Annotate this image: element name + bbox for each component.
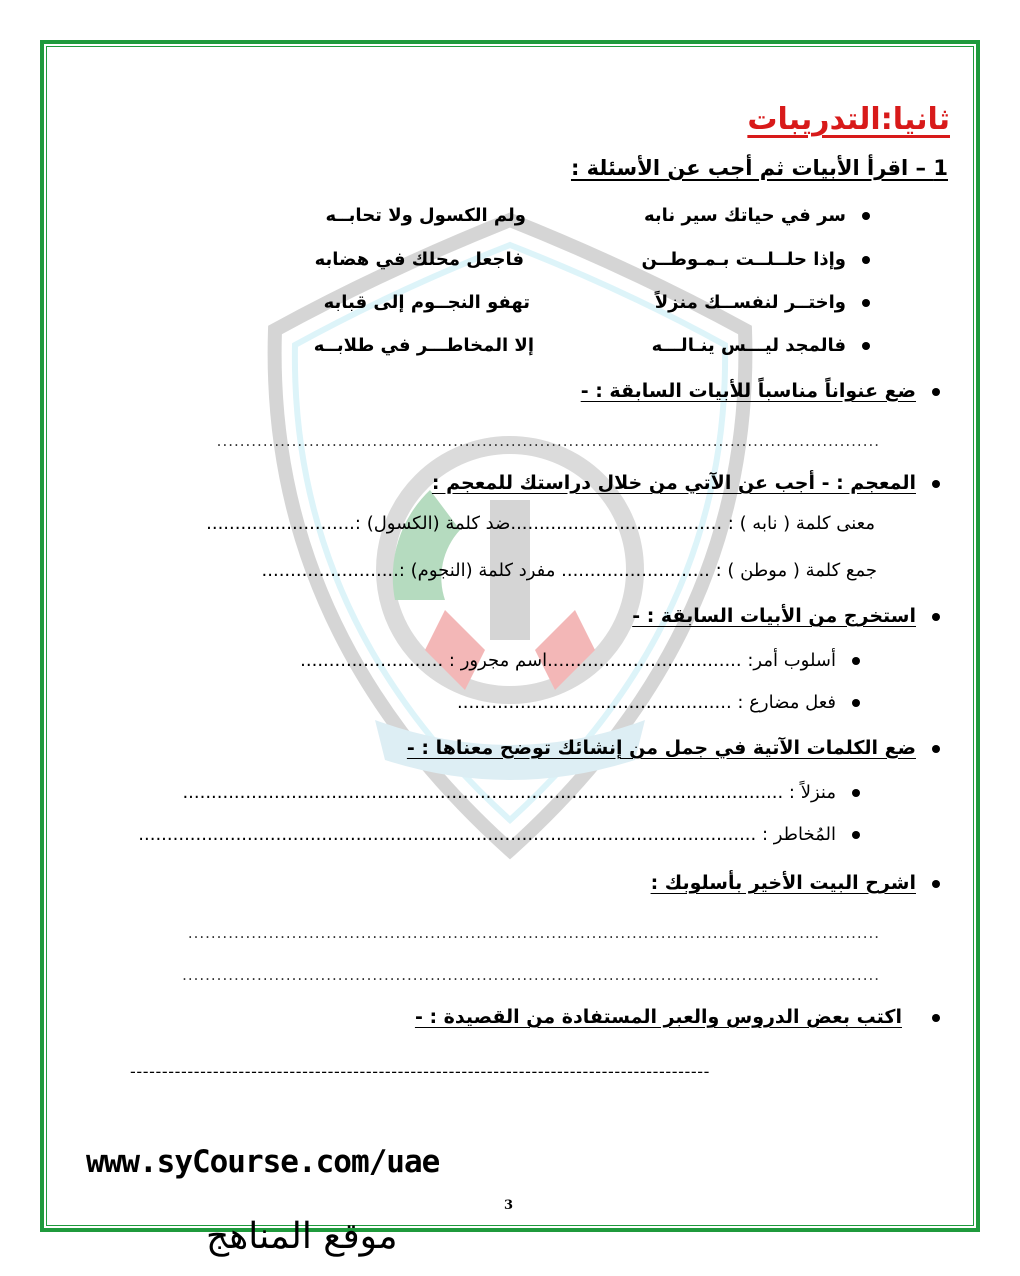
sentence-line: المُخاطر : ............................................................................................................ [138,824,860,845]
bullet-icon [932,613,940,621]
verse-first-hemistich: واختــر لنفســك منزلاً [655,292,870,313]
verse-second-hemistich: فاجعل محلك في هضابه [314,249,524,270]
bullet-icon [932,1014,940,1022]
page-title: ثانيا:التدريبات [747,102,950,137]
task-title-heading: ضع عنواناً مناسباً للأبيات السابقة : - [581,380,940,402]
dictionary-line: معنى كلمة ( نابه ) : .....................................ضد كلمة (الكسول) :.......................... [206,513,875,534]
answer-dots: ........................................................................................................................ [187,924,880,942]
footer-site-name: موقع المناهج [206,1216,398,1257]
question-heading: 1 – اقرأ الأبيات ثم أجب عن الأسئلة : [570,156,948,180]
bullet-icon [852,657,860,665]
bullet-icon [932,388,940,396]
verse-first-hemistich: فالمجد ليـــس ينـالـــه [652,335,870,356]
extract-line: أسلوب أمر: ..................................اسم مجرور : ......................... [300,650,860,671]
bullet-icon [932,745,940,753]
extract-line: فعل مضارع : ................................................ [457,692,860,713]
verse-second-hemistich: ولم الكسول ولا تحابــه [325,205,526,226]
bullet-icon [852,831,860,839]
footer-url[interactable]: www.syCourse.com/uae [86,1144,440,1180]
bullet-icon [862,342,870,350]
verse-second-hemistich: تهفو النجــوم إلى قبابه [323,292,530,313]
task-dictionary-heading: المعجم : - أجب عن الآتي من خلال دراستك للمعجم : [432,472,940,494]
task-explain-heading: اشرح البيت الأخير بأسلوبك : [651,872,940,894]
answer-dots: ................................................................................................................... [216,432,880,450]
bullet-icon [862,256,870,264]
verse-second-hemistich: إلا المخاطـــر في طلابــه [313,335,534,356]
task-extract-heading: استخرج من الأبيات السابقة : - [632,605,940,627]
task-sentences-heading: ضع الكلمات الآتية في جمل من إنشائك توضح معناها : - [407,737,940,759]
verse-first-hemistich: وإذا حلــلــت بـمـوطــن [641,249,870,270]
page-number: 3 [504,1198,514,1213]
bullet-icon [932,480,940,488]
bullet-icon [862,212,870,220]
bullet-icon [852,789,860,797]
sentence-line: منزلاً : ......................................................................................................... [182,782,860,803]
bullet-icon [932,880,940,888]
dictionary-line: جمع كلمة ( موطن ) : .......................... مفرد كلمة (النجوم) :........................ [261,560,877,581]
bullet-icon [862,299,870,307]
task-lessons-heading: اكتب بعض الدروس والعبر المستفادة من القصيدة : - [415,1006,940,1028]
verse-first-hemistich: سر في حياتك سير نابه [644,205,870,226]
bullet-icon [852,699,860,707]
answer-dots: ......................................................................................................................... [182,966,880,984]
answer-dashed-line: ------------------------------------------------------------------------------------------- [130,1062,710,1081]
